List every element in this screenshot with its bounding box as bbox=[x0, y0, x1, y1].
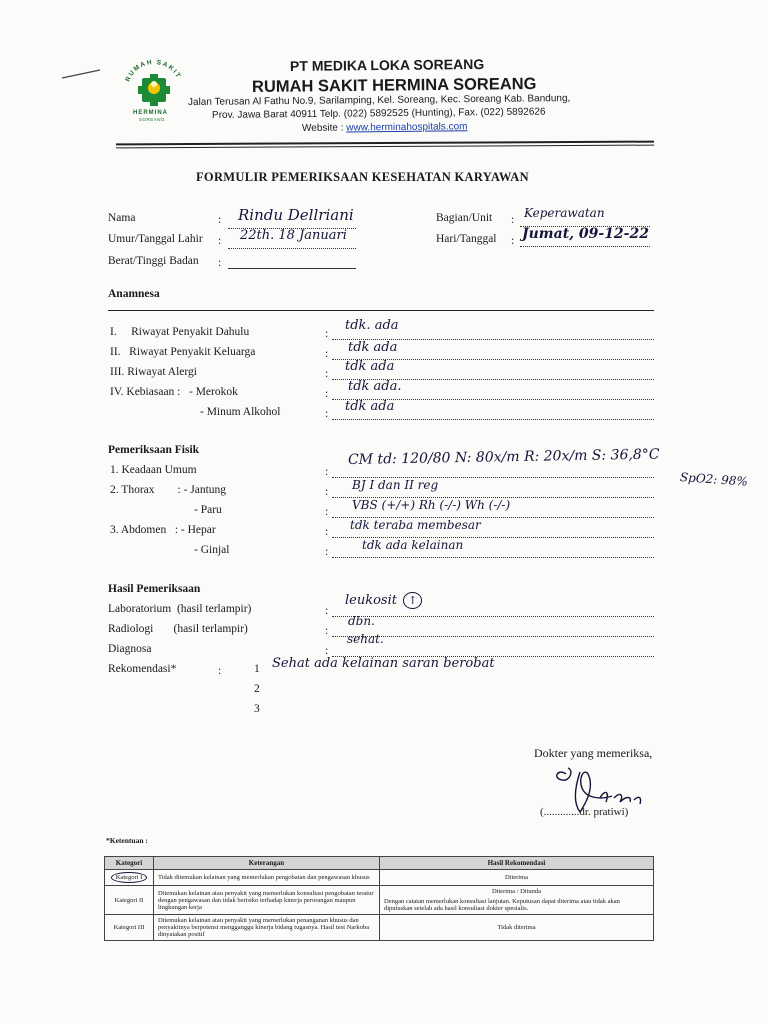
pen-mark bbox=[60, 66, 104, 82]
fisik-colon-1: : bbox=[325, 466, 329, 478]
anamnesa-label-5: - Minum Alkohol bbox=[200, 406, 281, 418]
header-rule-2 bbox=[116, 145, 654, 149]
table-cell bbox=[380, 915, 654, 941]
fisik-value-4[interactable]: tdk teraba membesar bbox=[350, 518, 481, 532]
hasil-note: Dengan catatan memerlukan konsultasi lanjutan. Keputusan dapat diterima atau tidak akan diputuskan setelah ada hasil konsultasi dokter spesialis. bbox=[384, 898, 620, 912]
nama-field[interactable]: Rindu Dellriani bbox=[238, 206, 354, 224]
hasil-text: Diterima bbox=[504, 874, 529, 881]
ketentuan-heading: *Ketentuan : bbox=[106, 836, 148, 845]
hari-field[interactable]: Jumat, 09-12-22 bbox=[522, 226, 649, 242]
fisik-line-5 bbox=[332, 557, 654, 558]
kategori-1-circled: Kategori I bbox=[111, 872, 148, 883]
fisik-label-2: 2. Thorax : - Jantung bbox=[110, 484, 227, 496]
fisik-label-1: 1. Keadaan Umum bbox=[110, 464, 197, 476]
anamnesa-rule bbox=[108, 310, 654, 311]
address-line-2: Prov. Jawa Barat 40911 Telp. (022) 5892525 (Hunting), Fax. (022) 5892626 bbox=[211, 106, 546, 121]
lab-line bbox=[332, 616, 654, 617]
fisik-value-2[interactable]: BJ I dan II reg bbox=[352, 478, 439, 492]
anamnesa-colon-5: : bbox=[325, 408, 329, 420]
lab-value[interactable] bbox=[345, 592, 422, 609]
anamnesa-line-5 bbox=[332, 419, 654, 420]
table-cell: Kategori II bbox=[105, 886, 154, 915]
umur-field[interactable]: 22th. 18 Januari bbox=[240, 228, 347, 243]
berat-line bbox=[228, 268, 356, 269]
berat-colon: : bbox=[218, 257, 222, 269]
fisik-value-3[interactable]: VBS (+/+) Rh (-/-) Wh (-/-) bbox=[352, 498, 511, 512]
hari-line bbox=[520, 246, 650, 247]
lab-label: Laboratorium (hasil terlampir) bbox=[108, 603, 252, 615]
rek-num-3: 3 bbox=[254, 703, 260, 715]
table-row bbox=[105, 915, 654, 941]
hasil-heading: Hasil Pemeriksaan bbox=[108, 583, 201, 595]
column-header-keterangan: Keterangan bbox=[154, 857, 380, 870]
anamnesa-value-5[interactable]: tdk ada bbox=[345, 399, 395, 414]
nama-label: Nama bbox=[108, 212, 136, 224]
fisik-colon-2: : bbox=[325, 486, 329, 498]
table-row bbox=[105, 870, 654, 886]
fisik-label-5: - Ginjal bbox=[194, 544, 230, 556]
bagian-label: Bagian/Unit bbox=[436, 212, 493, 224]
diag-colon: : bbox=[325, 645, 329, 657]
anamnesa-colon-4: : bbox=[325, 388, 329, 400]
fisik-colon-3: : bbox=[325, 506, 329, 518]
fisik-spo2[interactable]: SpO2: 98% bbox=[679, 470, 749, 489]
lab-value-text: leukosit bbox=[345, 593, 397, 608]
rad-label: Radiologi (hasil terlampir) bbox=[108, 623, 248, 635]
fisik-label-3: - Paru bbox=[194, 504, 222, 516]
anamnesa-value-4[interactable]: tdk ada. bbox=[348, 379, 402, 394]
table-cell bbox=[380, 886, 654, 915]
diag-value[interactable]: sehat. bbox=[347, 632, 384, 646]
fisik-label-4: 3. Abdomen : - Hepar bbox=[110, 524, 216, 536]
anamnesa-label-4: IV. Kebiasaan : - Merokok bbox=[110, 386, 238, 398]
hospital-name: RUMAH SAKIT HERMINA SOREANG bbox=[251, 75, 537, 96]
fisik-colon-4: : bbox=[325, 526, 329, 538]
umur-colon: : bbox=[218, 235, 222, 247]
table-header-row bbox=[105, 857, 654, 870]
rek-label: Rekomendasi* bbox=[108, 663, 177, 675]
bagian-field[interactable]: Keperawatan bbox=[524, 206, 605, 220]
nama-colon: : bbox=[218, 214, 222, 226]
ketentuan-table bbox=[104, 856, 654, 941]
rek-num-2: 2 bbox=[254, 683, 260, 695]
table-cell: Tidak ditemukan kelainan yang memerlukan pengobatan dan pengawasan khusus bbox=[154, 870, 380, 886]
website-link[interactable]: www.herminahospitals.com bbox=[346, 121, 468, 134]
rad-value[interactable]: dbn. bbox=[348, 614, 375, 628]
arrow-up-icon: ↑ bbox=[403, 592, 422, 609]
table-row bbox=[105, 886, 654, 915]
table-cell: Ditemukan kelainan atau penyakit yang memerlukan penanganan khusus dan penyakitnya berpotensi mengganggu kinerja bidang tugasnya. Hasil test Narkoba dinyatakan positif bbox=[154, 915, 380, 941]
hasil-text: Diterima / Ditunda bbox=[491, 888, 542, 895]
rad-colon: : bbox=[325, 625, 329, 637]
fisik-value-5[interactable]: tdk ada kelainan bbox=[362, 538, 464, 552]
umur-label: Umur/Tanggal Lahir bbox=[108, 233, 203, 245]
anamnesa-value-1[interactable]: tdk. ada bbox=[345, 318, 399, 333]
logo-sub-text: SOREANG bbox=[139, 117, 166, 122]
fisik-value-1[interactable]: CM td: 120/80 N: 80x/m R: 20x/m S: 36,8°C bbox=[347, 446, 660, 468]
rek-value-1[interactable]: Sehat ada kelainan saran berobat bbox=[272, 656, 495, 671]
anamnesa-colon-3: : bbox=[325, 368, 329, 380]
form-title: FORMULIR PEMERIKSAAN KESEHATAN KARYAWAN bbox=[196, 170, 529, 184]
column-header-hasil: Hasil Rekomendasi bbox=[380, 857, 654, 870]
hasil-text: Tidak diterima bbox=[497, 924, 536, 931]
website-label: Website : bbox=[301, 122, 347, 134]
berat-label: Berat/Tinggi Badan bbox=[108, 255, 199, 267]
anamnesa-label-3: III. Riwayat Alergi bbox=[110, 366, 197, 378]
lab-colon: : bbox=[325, 605, 329, 617]
svg-text:RUMAH SAKIT: RUMAH SAKIT bbox=[124, 58, 183, 83]
logo-brand-text: HERMINA bbox=[133, 110, 168, 116]
diag-label: Diagnosa bbox=[108, 643, 152, 655]
hari-colon: : bbox=[511, 235, 515, 247]
doctor-caption: Dokter yang memeriksa, bbox=[534, 746, 653, 760]
umur-line bbox=[228, 248, 356, 249]
anamnesa-value-2[interactable]: tdk ada bbox=[348, 340, 398, 355]
rek-num-1: 1 bbox=[254, 663, 260, 675]
anamnesa-label-2: II. Riwayat Penyakit Keluarga bbox=[110, 346, 256, 358]
doctor-name: (.............dr. pratiwi) bbox=[540, 806, 629, 818]
company-name: PT MEDIKA LOKA SOREANG bbox=[289, 55, 485, 74]
table-cell: Kategori III bbox=[105, 915, 154, 941]
fisik-colon-5: : bbox=[325, 546, 329, 558]
table-cell bbox=[380, 870, 654, 886]
address-line-1: Jalan Terusan Al Fathu No.9, Sarilamping, Kel. Soreang, Kec. Soreang Kab. Bandung, bbox=[187, 92, 571, 108]
bagian-colon: : bbox=[511, 214, 515, 226]
anamnesa-label-1: I. Riwayat Penyakit Dahulu bbox=[110, 326, 250, 338]
anamnesa-colon-1: : bbox=[325, 328, 329, 340]
anamnesa-colon-2: : bbox=[325, 348, 329, 360]
hari-label: Hari/Tanggal bbox=[436, 233, 497, 245]
anamnesa-value-3[interactable]: tdk ada bbox=[345, 359, 395, 374]
website-line bbox=[302, 121, 468, 134]
table-cell bbox=[105, 870, 154, 886]
anamnesa-heading: Anamnesa bbox=[108, 288, 160, 300]
rek-colon: : bbox=[218, 665, 222, 677]
column-header-kategori: Kategori bbox=[105, 857, 154, 870]
fisik-heading: Pemeriksaan Fisik bbox=[108, 444, 200, 456]
table-cell: Ditemukan kelainan atau penyakit yang memerlukan konsultasi pengobatan teratur dengan pengawasan dan tidak berisiko terhadap kinerja perorangan maupun lingkungan kerja bbox=[154, 886, 380, 915]
